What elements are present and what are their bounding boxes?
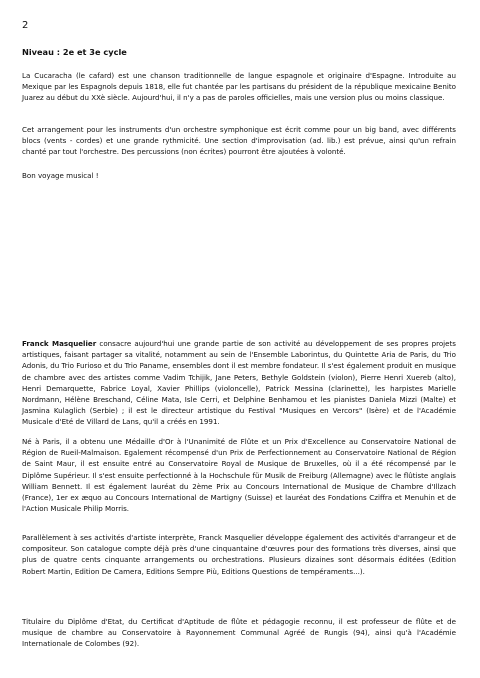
- intro-text-1: La Cucaracha (le cafard) est une chanson traditionnelle de langue espagnole et originaire d'Espagne. Introduite au Mexique par les Espagnols depuis 1818, elle fut chantée par les partisans du président de la république mexicaine Benito Juarez au début du XXè siècle. Aujourd'hui, il n'y a pas de paroles officielles, mais une version plus ou moins classique.: [22, 71, 456, 103]
- intro-paragraph-2: [22, 124, 456, 158]
- page-number: 2: [22, 20, 29, 31]
- bio-paragraph-3: [22, 532, 456, 577]
- bio-text-4: Titulaire du Diplôme d'Etat, du Certificat d'Aptitude de flûte et pédagogie reconnu, il est professeur de flûte et de musique de chambre au Conservatoire à Rayonnement Communal Agréé de Rungis (94), ainsi qu'à l'Académie Internationale de Colombes (92).: [22, 617, 456, 649]
- bio-text-1: consacre aujourd'hui une grande partie de son activité au développement de ses propres projets artistiques, faisant partager sa vitalité, notamment au sein de l'Ensemble Laborintus, du Quintette Aria de Paris, du Trio Adonis, du Trio Furioso et du Trio Paname, ensembles dont il est membre fondateur. Il s'est également produit en musique de chambre avec des artistes comme Vadim Tchijik, Jane Peters, Bethyle Goldstein (violon), Pierre Henri Xuereb (alto), Henri Demarquette, Fabrice Loyal, Xavier Phillips (violoncelle), Patrick Messina (clarinette), les harpistes Marielle Nordmann, Hélène Breschand, Céline Mata, Isle Cerri, et Delphine Benhamou et les pianistes Daniela Mizzi (Malte) et Jasmina Kulaglich (Serbie) ; il est le directeur artistique du Festival "Musiques en Vercors" (Isère) et de l'Académie Musicale d'Eté de Villard de Lans, qu'il a créés en 1991.: [22, 339, 456, 427]
- level-heading: Niveau : 2e et 3e cycle: [22, 47, 127, 57]
- intro-paragraph-1: [22, 70, 456, 104]
- intro-text-3: Bon voyage musical !: [22, 171, 99, 180]
- intro-paragraph-3: [22, 170, 456, 181]
- composer-name: Franck Masquelier: [22, 339, 97, 348]
- bio-paragraph-1: [22, 338, 456, 428]
- intro-text-2: Cet arrangement pour les instruments d'un orchestre symphonique est écrit comme pour un big band, avec différents blocs (vents - cordes) et une grande rythmicité. Une section d'improvisation (ad. lib.) est prévue, ainsi qu'un refrain chanté par tout l'orchestre. Des percussions (non écrites) pourront être ajoutées à volonté.: [22, 125, 456, 157]
- bio-paragraph-2: [22, 436, 456, 514]
- bio-paragraph-4: [22, 616, 456, 650]
- bio-text-3: Parallèlement à ses activités d'artiste interprète, Franck Masquelier développe également des activités d'arrangeur et de compositeur. Son catalogue compte déjà près d'une cinquantaine d'œuvres pour des formations très diverses, ainsi que plus de quatre cents cinquante arrangements ou orchestrations. Plusieurs dizaines sont désormais éditées (Edition Robert Martin, Edition De Camera, Editions Sempre Più, Editions Questions de tempéraments...).: [22, 533, 456, 576]
- bio-text-2: Né à Paris, il a obtenu une Médaille d'Or à l'Unanimité de Flûte et un Prix d'Excellence au Conservatoire National de Région de Rueil-Malmaison. Egalement récompensé d'un Prix de Perfectionnement au Conservatoire National de Région de Saint Maur, il est ensuite entré au Conservatoire Royal de Musique de Bruxelles, où il a été récompensé par le Diplôme Supérieur. Il s'est ensuite perfectionné à la Hochschule für Musik de Freiburg (Allemagne) avec le flûtiste anglais William Bennett. Il est également lauréat du 2ème Prix au Concours International de Musique de Chambre d'Illzach (France), 1er ex æquo au Concours International de Martigny (Suisse) et lauréat des Fondations Cziffra et Menuhin et de l'Action Musicale Philip Morris.: [22, 437, 456, 514]
